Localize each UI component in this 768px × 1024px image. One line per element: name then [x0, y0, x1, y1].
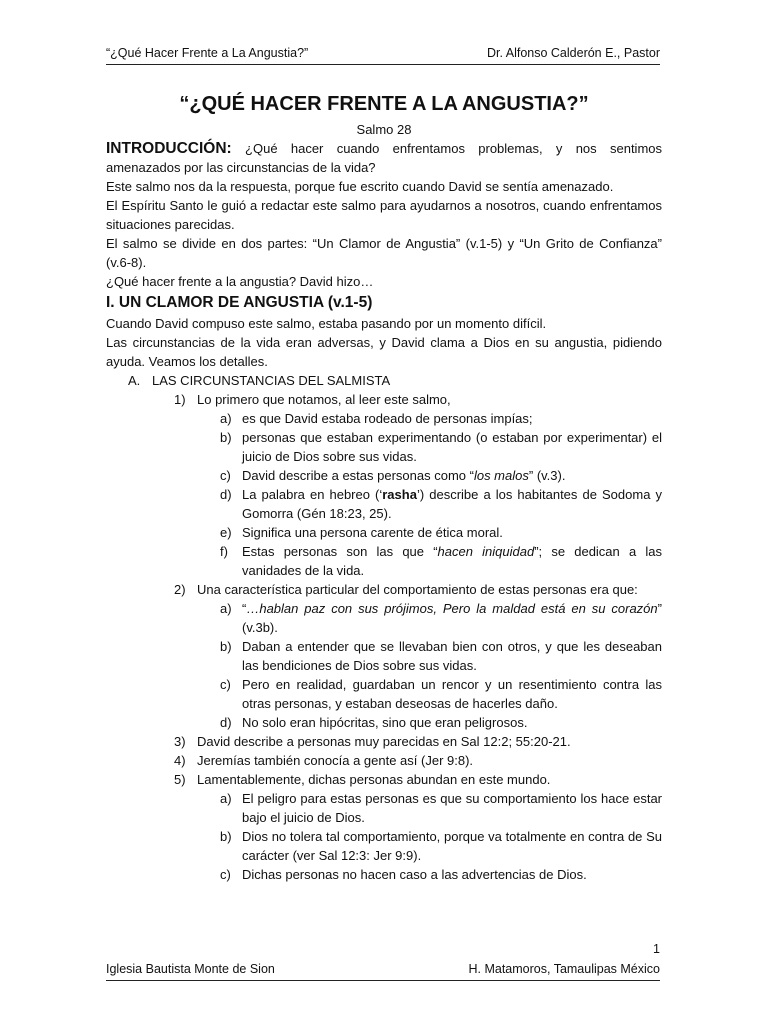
list-marker: c) [220, 867, 231, 882]
intro-paragraph-2: Este salmo nos da la respuesta, porque fue escrito cuando David se sentía amenazado. [106, 179, 614, 194]
sub-list-item [106, 827, 662, 865]
text-run: “ [242, 601, 247, 616]
sub-list-item [106, 466, 662, 485]
list-text: Significa una persona carente de ética moral. [242, 525, 503, 540]
list-text: Dichas personas no hacen caso a las advertencias de Dios. [242, 867, 587, 882]
list-item [106, 770, 662, 789]
list-marker: a) [220, 601, 232, 616]
emphasis: hacen iniquidad [437, 544, 535, 559]
list-text: No solo eran hipócritas, sino que eran peligrosos. [242, 715, 528, 730]
list-text [242, 542, 662, 580]
list-marker: 2) [174, 582, 186, 597]
page-number: 1 [653, 942, 660, 956]
list-marker: b) [220, 639, 232, 654]
sub-list-item [106, 409, 662, 428]
list-item [106, 751, 662, 770]
section-paragraph-1: Cuando David compuso este salmo, estaba pasando por un momento difícil. [106, 316, 547, 331]
subsection-a [106, 371, 662, 390]
intro-paragraph [106, 139, 662, 177]
list-item [106, 390, 662, 409]
list-text [242, 485, 662, 523]
subsection-title: LAS CIRCUNSTANCIAS DEL SALMISTA [152, 373, 391, 388]
section-paragraph-2: Las circunstancias de la vida eran adversas, y David clama a Dios en su angustia, pidiendo ayuda. Veamos los detalles. [106, 335, 662, 369]
text-run: ”; se dedican a las vanidades de la vida. [242, 544, 662, 578]
text-run: La palabra en hebreo (‘ [242, 487, 383, 502]
text-run: ” (v.3). [528, 468, 566, 483]
list-text: David describe a personas muy parecidas en Sal 12:2; 55:20-21. [197, 734, 571, 749]
list-marker: 5) [174, 772, 186, 787]
intro-question: ¿Qué hacer cuando enfrentamos problemas, y nos sentimos amenazados por las circunstancias de la vida? [106, 141, 662, 175]
sub-list-item [106, 865, 662, 884]
document-subtitle: Salmo 28 [356, 122, 412, 137]
emphasis: los malos [473, 468, 529, 483]
list-text: Pero en realidad, guardaban un rencor y un resentimiento contra las otras personas, y estaban deseosas de hacerles daño. [242, 677, 662, 711]
sub-list-item [106, 599, 662, 637]
intro-paragraph-4: El salmo se divide en dos partes: “Un Clamor de Angustia” (v.1-5) y “Un Grito de Confianza” (v.6-8). [106, 236, 662, 270]
list-marker: d) [220, 487, 232, 502]
list-text [242, 599, 662, 637]
list-text: Jeremías también conocía a gente así (Jer 9:8). [197, 753, 474, 768]
text-run: David describe a estas personas como “ [242, 468, 474, 483]
list-marker: f) [220, 544, 228, 559]
list-marker: c) [220, 468, 231, 483]
list-item [106, 732, 662, 751]
list-marker: e) [220, 525, 232, 540]
intro-heading: INTRODUCCIÓN: [106, 140, 232, 157]
footer-location: H. Matamoros, Tamaulipas México [468, 962, 660, 976]
sub-list-item [106, 428, 662, 466]
page-footer [106, 960, 660, 981]
sub-list-item [106, 523, 662, 542]
list-text: Lo primero que notamos, al leer este salmo, [197, 392, 451, 407]
list-marker: a) [220, 411, 232, 426]
document-body [106, 90, 662, 884]
page-header [106, 44, 660, 65]
list-marker: d) [220, 715, 232, 730]
intro-paragraph-3: El Espíritu Santo le guió a redactar este salmo para ayudarnos a nosotros, cuando enfrentamos situaciones parecidas. [106, 198, 662, 232]
list-marker: A. [128, 373, 141, 388]
emphasis: …hablan paz con sus prójimos, Pero la maldad está en su corazón [246, 601, 658, 616]
list-text: Dios no tolera tal comportamiento, porque va totalmente en contra de Su carácter (ver Sal 12:3: Jer 9:9). [242, 829, 662, 863]
header-title: “¿Qué Hacer Frente a La Angustia?” [106, 46, 309, 60]
sub-list-item [106, 789, 662, 827]
footer-church: Iglesia Bautista Monte de Sion [106, 962, 275, 976]
sub-list-item [106, 675, 662, 713]
list-marker: b) [220, 829, 232, 844]
list-marker: 1) [174, 392, 186, 407]
list-text: Lamentablemente, dichas personas abundan en este mundo. [197, 772, 551, 787]
strong-term: rasha [382, 487, 417, 502]
sub-list-item [106, 485, 662, 523]
list-text: es que David estaba rodeado de personas impías; [242, 411, 533, 426]
list-marker: c) [220, 677, 231, 692]
list-item [106, 580, 662, 599]
list-marker: b) [220, 430, 232, 445]
list-text: personas que estaban experimentando (o estaban por experimentar) el juicio de Dios sobre sus vidas. [242, 430, 662, 464]
list-marker: 3) [174, 734, 186, 749]
list-text: Daban a entender que se llevaban bien con otros, y que les deseaban las bendiciones de Dios sobre sus vidas. [242, 639, 662, 673]
list-marker: 4) [174, 753, 186, 768]
text-run: ” (v.3b). [242, 601, 662, 635]
document-title: “¿QUÉ HACER FRENTE A LA ANGUSTIA?” [179, 93, 589, 115]
text-run: Estas personas son las que “ [242, 544, 438, 559]
intro-paragraph-5: ¿Qué hacer frente a la angustia? David hizo… [106, 274, 374, 289]
list-text [242, 466, 662, 485]
sub-list-item [106, 637, 662, 675]
section-heading: I. UN CLAMOR DE ANGUSTIA (v.1-5) [106, 294, 373, 311]
list-text: Una característica particular del comportamiento de estas personas era que: [197, 582, 638, 597]
header-author: Dr. Alfonso Calderón E., Pastor [486, 46, 660, 60]
sub-list-item [106, 713, 662, 732]
text-run: ’) describe a los habitantes de Sodoma y Gomorra (Gén 18:23, 25). [242, 487, 662, 521]
sub-list-item [106, 542, 662, 580]
list-marker: a) [220, 791, 232, 806]
list-text: El peligro para estas personas es que su comportamiento los hace estar bajo el juicio de Dios. [242, 791, 662, 825]
